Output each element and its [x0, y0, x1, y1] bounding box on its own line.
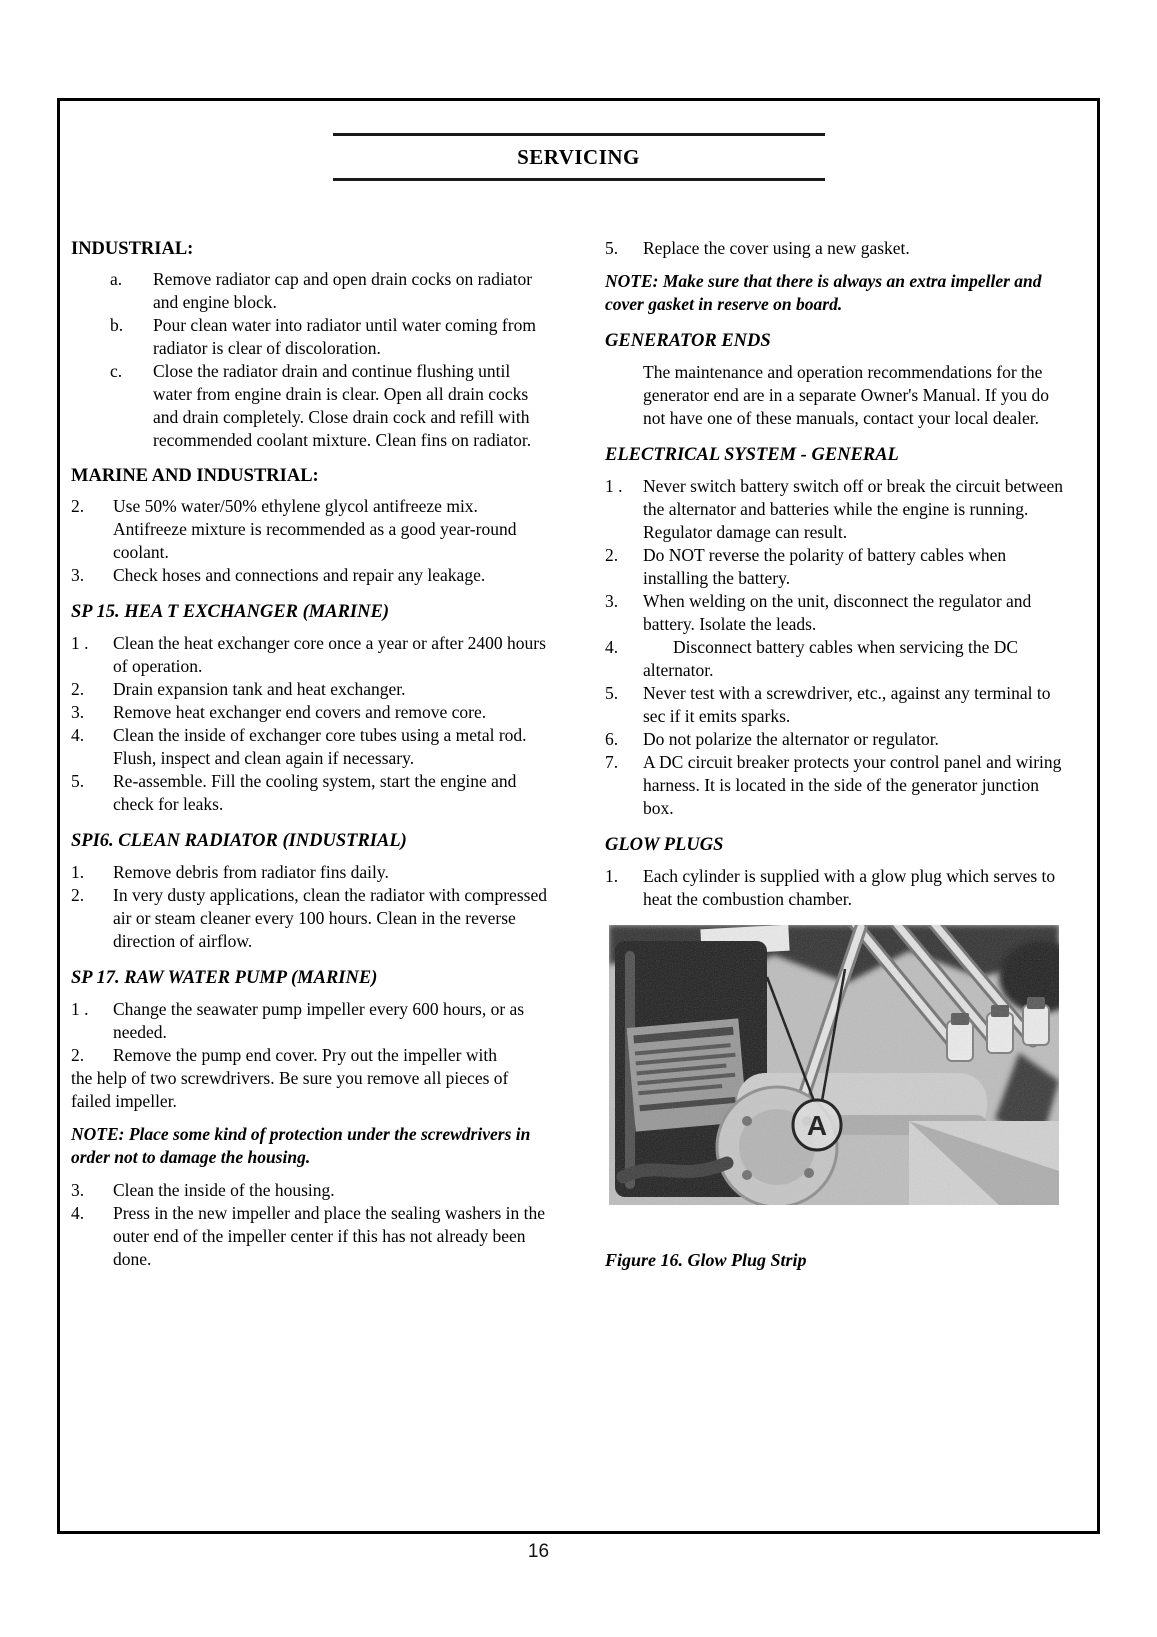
list-item: [71, 632, 549, 678]
section-heading-generator-ends: GENERATOR ENDS: [605, 331, 771, 351]
left-column: [71, 237, 549, 1272]
item-text: Never switch battery switch off or break the circuit between the alternator and batteries while the engine is running. Regulator damage can result.: [643, 476, 1063, 542]
list-item: [71, 1179, 549, 1202]
item-text: Clean the inside of exchanger core tubes using a metal rod. Flush, inspect and clean again if necessary.: [113, 725, 527, 768]
list-item: [605, 751, 1067, 820]
list-item: [605, 237, 1067, 260]
manual-page-sheet: [57, 98, 1100, 1534]
item-label: 4.: [605, 637, 619, 657]
two-column-layout: [60, 237, 1097, 1272]
section-heading-sp16-clean-radiator: SPI6. CLEAN RADIATOR (INDUSTRIAL): [71, 831, 407, 851]
item-label: 4.: [71, 1203, 85, 1223]
list-item: [71, 884, 549, 953]
list-item: [605, 590, 1067, 636]
list-item: [71, 360, 549, 452]
item-text: A DC circuit breaker protects your control panel and wiring harness. It is located in the side of the generator junction box.: [643, 752, 1062, 818]
list-item: [605, 636, 1067, 682]
list-item-continuation: the help of two screwdrivers. Be sure you remove all pieces of failed impeller.: [71, 1068, 509, 1111]
item-text: Remove debris from radiator fins daily.: [113, 862, 389, 882]
section-heading-glow-plugs: GLOW PLUGS: [605, 835, 724, 855]
section-heading-electrical-system: ELECTRICAL SYSTEM - GENERAL: [605, 445, 899, 465]
item-label: b.: [110, 315, 124, 335]
list-item: [605, 728, 1067, 751]
list-item: [605, 544, 1067, 590]
list-item: [71, 564, 549, 587]
note-extra-impeller: NOTE: Make sure that there is always an extra impeller and cover gasket in reserve on board.: [605, 271, 1042, 314]
figure-caption: Figure 16. Glow Plug Strip: [605, 1250, 807, 1270]
item-label: a.: [110, 269, 123, 289]
list-item: [71, 314, 549, 360]
item-label: 5.: [71, 771, 85, 791]
list-item: [605, 865, 1067, 911]
item-label: 5.: [605, 683, 619, 703]
list-item: [71, 724, 549, 770]
list-item: [71, 701, 549, 724]
section-heading-industrial: INDUSTRIAL:: [71, 239, 194, 259]
item-text: Drain expansion tank and heat exchanger.: [113, 679, 406, 699]
item-label: 7.: [605, 752, 619, 772]
list-item: [71, 495, 549, 564]
item-text: Remove the pump end cover. Pry out the impeller with: [113, 1045, 497, 1065]
section-heading-marine-industrial: MARINE AND INDUSTRIAL:: [71, 466, 319, 486]
item-text: Press in the new impeller and place the sealing washers in the outer end of the impeller center if this has not already been done.: [113, 1203, 546, 1269]
item-text: When welding on the unit, disconnect the regulator and battery. Isolate the leads.: [643, 591, 1032, 634]
list-item: [71, 770, 549, 816]
item-text: Do NOT reverse the polarity of battery cables when installing the battery.: [643, 545, 1007, 588]
list-item: [605, 682, 1067, 728]
item-label: 1.: [605, 866, 619, 886]
section-heading-sp15-heat-exchanger: SP 15. HEA T EXCHANGER (MARINE): [71, 602, 389, 622]
item-text: Check hoses and connections and repair any leakage.: [113, 565, 486, 585]
item-label: 2.: [71, 496, 85, 516]
item-text: Do not polarize the alternator or regulator.: [643, 729, 939, 749]
item-label: 1 .: [605, 476, 623, 496]
item-text: Each cylinder is supplied with a glow plug which serves to heat the combustion chamber.: [643, 866, 1056, 909]
item-text: Never test with a screwdriver, etc., against any terminal to sec if it emits sparks.: [643, 683, 1051, 726]
list-item: [71, 1044, 549, 1067]
item-label: 1.: [71, 862, 85, 882]
item-text: Clean the inside of the housing.: [113, 1180, 335, 1200]
item-label: 3.: [71, 565, 85, 585]
item-text: Remove radiator cap and open drain cocks on radiator and engine block.: [153, 269, 533, 312]
section-heading-sp17-raw-water-pump: SP 17. RAW WATER PUMP (MARINE): [71, 968, 378, 988]
item-text: Close the radiator drain and continue flushing until water from engine drain is clear. Open all drain cocks and drain completely. Close drain cock and refill with recommended coolant mixture. Clean fins on radiator.: [153, 361, 532, 450]
item-text: Re-assemble. Fill the cooling system, start the engine and check for leaks.: [113, 771, 517, 814]
item-text: Use 50% water/50% ethylene glycol antifreeze mix. Antifreeze mixture is recommended as a good year-round coolant.: [113, 496, 517, 562]
item-text: Clean the heat exchanger core once a year or after 2400 hours of operation.: [113, 633, 546, 676]
item-label: 1 .: [71, 999, 89, 1019]
list-item: [71, 861, 549, 884]
item-label: 2.: [605, 545, 619, 565]
list-item: [71, 1202, 549, 1271]
item-text: Disconnect battery cables when servicing the DC alternator.: [643, 637, 1019, 680]
item-text: Change the seawater pump impeller every 600 hours, or as needed.: [113, 999, 525, 1042]
list-item: [605, 475, 1067, 544]
item-label: 3.: [71, 702, 85, 722]
item-label: 3.: [71, 1180, 85, 1200]
item-text: Remove heat exchanger end covers and remove core.: [113, 702, 487, 722]
page-number: 16: [527, 1541, 550, 1562]
item-label: 3.: [605, 591, 619, 611]
item-text: Replace the cover using a new gasket.: [643, 238, 910, 258]
list-item: [71, 268, 549, 314]
item-label: 1 .: [71, 633, 89, 653]
engine-photo-illustration: [609, 925, 1059, 1205]
list-item: [71, 998, 549, 1044]
note-protection: NOTE: Place some kind of protection under the screwdrivers in order not to damage the housing.: [71, 1124, 531, 1167]
item-label: c.: [110, 361, 123, 381]
item-label: 5.: [605, 238, 619, 258]
item-label: 2.: [71, 1045, 85, 1065]
list-item: [71, 678, 549, 701]
item-label: 2.: [71, 885, 85, 905]
glow-plug-strip-photo: [609, 925, 1067, 1205]
generator-ends-paragraph: The maintenance and operation recommendations for the generator end are in a separate Owner's Manual. If you do not have one of these manuals, contact your local dealer.: [643, 362, 1049, 428]
item-label: 6.: [605, 729, 619, 749]
page-title: SERVICING: [517, 145, 640, 169]
item-text: In very dusty applications, clean the radiator with compressed air or steam cleaner every 100 hours. Clean in the reverse direction of airflow.: [113, 885, 547, 951]
item-label: 2.: [71, 679, 85, 699]
item-label: 4.: [71, 725, 85, 745]
item-text: Pour clean water into radiator until water coming from radiator is clear of discoloration.: [153, 315, 536, 358]
right-column: [605, 237, 1067, 1272]
page-header: [333, 133, 825, 181]
